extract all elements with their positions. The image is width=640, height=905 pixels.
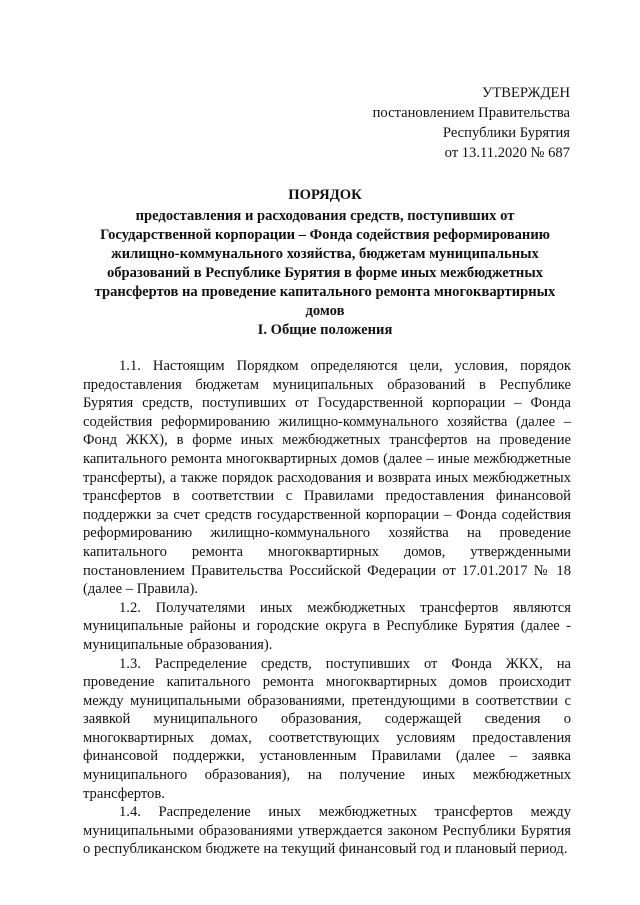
approval-status: УТВЕРЖДЕН	[482, 85, 570, 101]
paragraph-1-4: 1.4. Распределение иных межбюджетных трансфертов между муниципальными образованиями утверждается законом Республики Бурятия о республиканском бюджете на текущий финансовый год и плановый период.	[83, 804, 571, 858]
document-body	[83, 357, 571, 859]
paragraph-1-2: 1.2. Получателями иных межбюджетных трансфертов являются муниципальные районы и городские округа в Республике Бурятия (далее - муниципальные образования).	[83, 599, 571, 653]
paragraph-1-3: 1.3. Распределение средств, поступивших от Фонда ЖКХ, на проведение капитального ремонта многоквартирных домов происходит между муниципальными образованиями, претендующими в соответствии с заявкой муниципального образования, содержащей сведения о многоквартирных домах, соответствующих условиям предоставления финансовой поддержки, установленным Правилами (далее – заявка муниципального образования), на получение иных межбюджетных трансфертов.	[83, 655, 571, 802]
paragraph-1-1: 1.1. Настоящим Порядком определяются цели, условия, порядок предоставления бюджетам муниципальных образований в Республике Бурятия средств, поступивших от Государственной корпорации – Фонда содействия реформированию жилищно-коммунального хозяйства (далее – Фонд ЖКХ), в форме иных межбюджетных трансфертов на проведение капитального ремонта многоквартирных домов (далее – иные межбюджетные трансферты), а также порядок расходования и возврата иных межбюджетных трансфертов в соответствии с Правилами предоставления финансовой поддержки за счет средств государственной корпорации – Фонда содействия реформированию жилищно-коммунального хозяйства на проведение капитального ремонта многоквартирных домов, утвержденными постановлением Правительства Российской Федерации от 17.01.2017 № 18 (далее – Правила).	[83, 358, 571, 598]
approval-date-number: от 13.11.2020 № 687	[444, 145, 570, 161]
document-heading	[80, 186, 570, 321]
approval-basis: постановлением Правительства	[372, 105, 570, 121]
approval-stamp	[270, 83, 570, 163]
approval-authority: Республики Бурятия	[442, 125, 570, 141]
document-title: ПОРЯДОК	[288, 187, 362, 203]
section-title: I. Общие положения	[257, 322, 393, 338]
document-subtitle: предоставления и расходования средств, поступивших от Государственной корпорации – Фонда содействия реформированию жилищно-коммунального хозяйства, бюджетам муниципальных образований в Республике Бурятия в форме иных межбюджетных трансфертов на проведение капитального ремонта многоквартирных домов	[94, 208, 556, 319]
